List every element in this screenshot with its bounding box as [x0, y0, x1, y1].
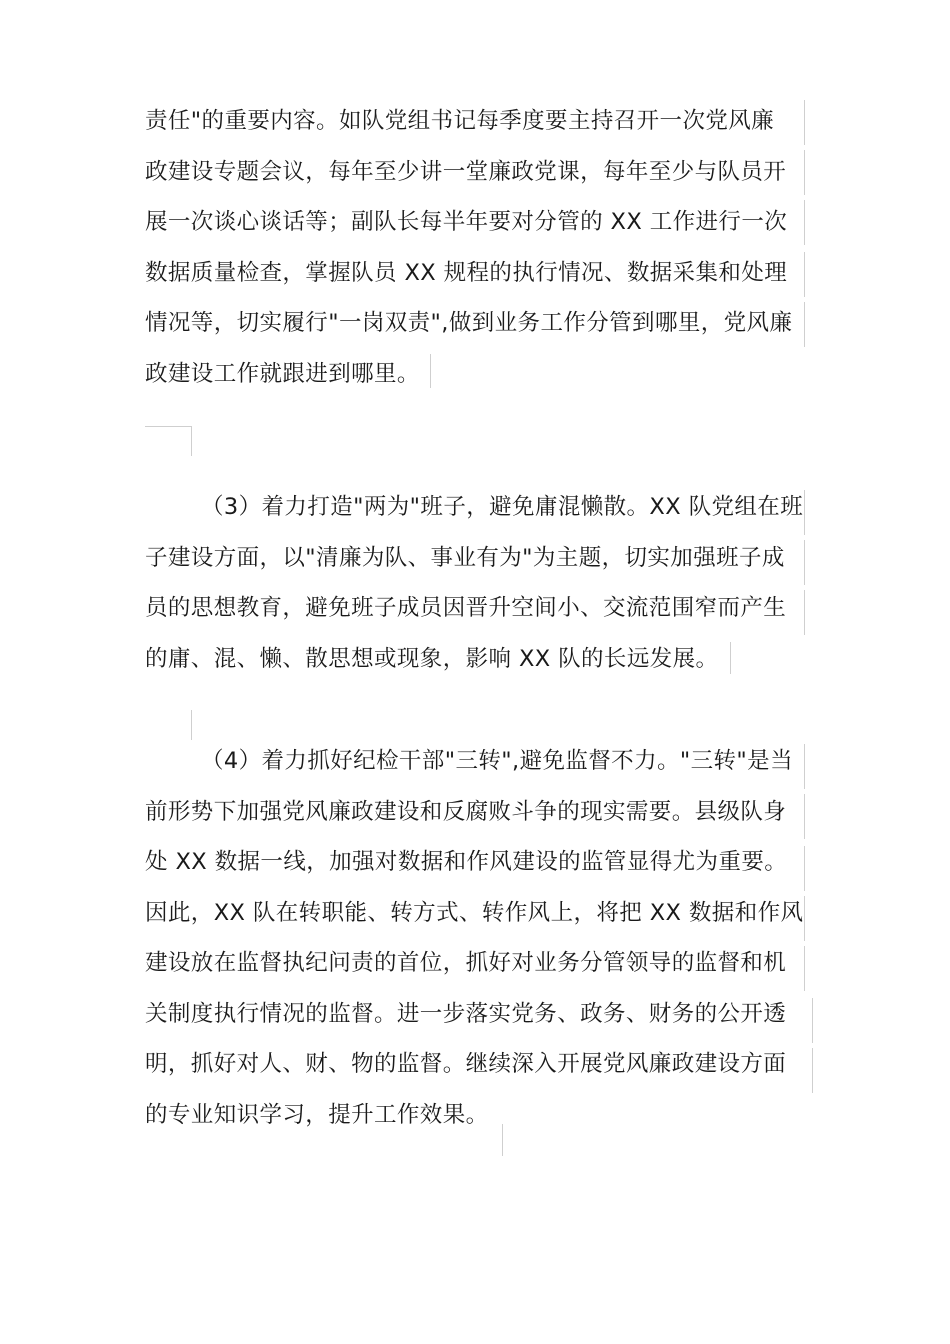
paragraph-line: 数据质量检查，掌握队员 XX 规程的执行情况、数据采集和处理: [145, 259, 788, 286]
text-boundary-guide: [191, 710, 192, 740]
paragraph-line: 员的思想教育，避免班子成员因晋升空间小、交流范围窄而产生: [145, 595, 787, 621]
text-boundary-guide: [812, 1048, 813, 1093]
text-boundary-guide: [804, 846, 805, 891]
text-boundary-guide: [804, 540, 805, 585]
text-boundary-guide: [812, 998, 813, 1043]
paragraph-line: 政建设工作就跟进到哪里。: [145, 360, 420, 387]
text-boundary-guide: [502, 1124, 503, 1156]
paragraph-line: 展一次谈心谈话等；副队长每半年要对分管的 XX 工作进行一次: [145, 209, 788, 235]
paragraph-line: （4）着力抓好纪检干部"三转",避免监督不力。"三转"是当: [201, 748, 793, 774]
text-boundary-guide: [430, 354, 431, 388]
paragraph-line: 情况等，切实履行"一岗双责",做到业务工作分管到哪里，党风廉: [145, 310, 793, 336]
paragraph-line: 处 XX 数据一线，加强对数据和作风建设的监管显得尤为重要。: [145, 849, 788, 875]
text-boundary-guide: [804, 150, 805, 195]
paragraph-1: [145, 96, 815, 399]
paragraph-line: 的庸、混、懒、散思想或现象，影响 XX 队的长远发展。: [145, 645, 719, 672]
paragraph-3: [145, 736, 815, 1140]
text-boundary-guide: [804, 100, 805, 145]
text-boundary-guide: [145, 426, 191, 427]
paragraph-line: 关制度执行情况的监督。进一步落实党务、政务、财务的公开透: [145, 1000, 787, 1027]
text-boundary-guide: [804, 302, 805, 347]
text-boundary-guide: [804, 252, 805, 297]
paragraph-line: 建设放在监督执纪问责的首位，抓好对业务分管领导的监督和机: [145, 950, 787, 976]
paragraph-line: 政建设专题会议，每年至少讲一堂廉政党课，每年至少与队员开: [145, 158, 787, 185]
text-boundary-guide: [804, 490, 805, 535]
paragraph-line: 因此，XX 队在转职能、转方式、转作风上，将把 XX 数据和作风: [145, 899, 804, 926]
text-boundary-guide: [191, 426, 192, 456]
paragraph-line: 前形势下加强党风廉政建设和反腐败斗争的现实需要。县级队身: [145, 798, 787, 825]
text-boundary-guide: [804, 590, 805, 635]
text-boundary-guide: [804, 896, 805, 941]
paragraph-line: 子建设方面，以"清廉为队、事业有为"为主题，切实加强班子成: [145, 544, 785, 571]
paragraph-line: 明，抓好对人、财、物的监督。继续深入开展党风廉政建设方面: [145, 1051, 787, 1077]
text-boundary-guide: [804, 794, 805, 839]
paragraph-line: （3）着力打造"两为"班子，避免庸混懒散。XX 队党组在班: [201, 494, 804, 520]
paragraph-line: 的专业知识学习，提升工作效果。: [145, 1101, 489, 1128]
text-boundary-guide: [804, 744, 805, 789]
text-boundary-guide: [730, 642, 731, 674]
paragraph-line: 责任"的重要内容。如队党组书记每季度要主持召开一次党风廉: [145, 108, 775, 134]
text-boundary-guide: [804, 200, 805, 245]
text-boundary-guide: [804, 946, 805, 991]
paragraph-2: [145, 482, 815, 684]
